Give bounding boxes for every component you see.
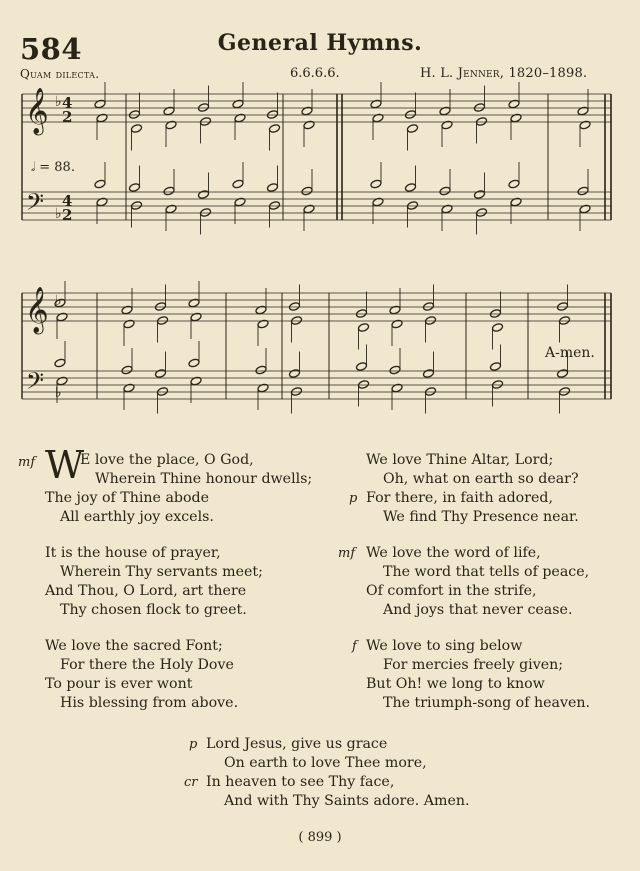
note-head (391, 319, 403, 329)
note-head (491, 323, 503, 333)
note-head (257, 383, 269, 393)
verse-line: The triumph-song of heaven. (383, 695, 591, 711)
note-head (130, 124, 142, 134)
note-head (288, 369, 300, 379)
note-head (257, 319, 269, 329)
note-head (165, 204, 177, 214)
note-head (154, 302, 166, 312)
verse-line: On earth to love Thee more, (224, 755, 427, 771)
note-head (424, 316, 436, 326)
note-head (558, 316, 570, 326)
flat-sign: ♭ (55, 385, 62, 401)
note-head (288, 302, 300, 312)
note-head (510, 113, 522, 123)
note-head (579, 204, 591, 214)
flat-sign: ♭ (55, 206, 62, 222)
note-head (197, 190, 209, 200)
time-signature: 2 (62, 108, 73, 126)
amen-label: A-men. (545, 345, 595, 361)
note-head (56, 376, 68, 386)
dynamic-mark: p (189, 737, 198, 752)
time-signature: 4 (62, 94, 73, 112)
dynamic-mark: mf (18, 455, 36, 470)
dynamic-mark: f (352, 639, 357, 654)
verse-line: Of comfort in the strife, (366, 583, 537, 599)
note-head (441, 120, 453, 130)
verse-line: We love Thine Altar, Lord; (366, 452, 554, 468)
note-head (290, 387, 302, 397)
tempo-marking: 𝅗𝅥 = 88. (31, 160, 75, 175)
page-number: ( 899 ) (298, 830, 342, 845)
note-head (128, 183, 140, 193)
bass-clef: 𝄢 (26, 188, 45, 221)
note-head (303, 120, 315, 130)
verse-line: But Oh! we long to know (366, 676, 545, 692)
note-head (234, 113, 246, 123)
verse-line: E love the place, O God, (80, 452, 254, 468)
note-head (372, 197, 384, 207)
flat-sign: ♭ (55, 94, 62, 110)
note-head (579, 120, 591, 130)
verse-line: Thy chosen flock to greet. (60, 602, 247, 618)
note-head (54, 358, 66, 368)
dynamic-mark: cr (184, 775, 198, 790)
verse-line: And Thou, O Lord, art there (45, 583, 247, 599)
note-head (130, 201, 142, 211)
verse-line: For mercies freely given; (383, 657, 564, 673)
verse-line: Wherein Thine honour dwells; (95, 471, 313, 487)
meter: 6.6.6.6. (290, 66, 340, 81)
note-head (556, 302, 568, 312)
note-head (156, 316, 168, 326)
verse-line: Wherein Thy servants meet; (60, 564, 263, 580)
verse-line: We find Thy Presence near. (383, 509, 579, 525)
note-head (389, 305, 401, 315)
hymn-number: 584 (20, 32, 83, 66)
note-head (558, 387, 570, 397)
note-head (441, 204, 453, 214)
note-head (406, 201, 418, 211)
note-head (404, 183, 416, 193)
tune-name: Quam dilecta. (20, 67, 100, 81)
note-head (56, 312, 68, 322)
note-head (422, 369, 434, 379)
note-head (439, 106, 451, 116)
note-head (357, 380, 369, 390)
note-head (303, 204, 315, 214)
drop-cap: W (45, 443, 85, 487)
note-head (190, 376, 202, 386)
note-head (197, 103, 209, 113)
note-head (473, 103, 485, 113)
note-head (577, 186, 589, 196)
note-head (556, 369, 568, 379)
verse-line: Oh, what on earth so dear? (383, 471, 579, 487)
verse-line: His blessing from above. (60, 695, 239, 711)
note-head (199, 117, 211, 127)
note-head (370, 99, 382, 109)
note-head (96, 197, 108, 207)
verse-line: And joys that never cease. (383, 602, 573, 618)
note-head (475, 117, 487, 127)
verse-line: Lord Jesus, give us grace (206, 736, 388, 752)
verse-line: It is the house of prayer, (45, 545, 221, 561)
note-head (94, 99, 106, 109)
time-signature: 4 (62, 192, 73, 210)
note-head (199, 208, 211, 218)
note-head (268, 124, 280, 134)
note-head (424, 387, 436, 397)
note-head (473, 190, 485, 200)
note-head (439, 186, 451, 196)
note-head (190, 312, 202, 322)
verse-line: The joy of Thine abode (45, 490, 210, 506)
note-head (121, 305, 133, 315)
music-score (0, 0, 640, 430)
note-head (234, 197, 246, 207)
verse-line: For there the Holy Dove (60, 657, 234, 673)
verse-line: And with Thy Saints adore. Amen. (224, 793, 470, 809)
note-head (96, 113, 108, 123)
note-head (232, 179, 244, 189)
note-head (355, 362, 367, 372)
verse-line: To pour is ever wont (45, 676, 193, 692)
note-head (372, 113, 384, 123)
bass-clef: 𝄢 (26, 367, 45, 400)
dynamic-mark: mf (338, 546, 356, 561)
note-head (163, 186, 175, 196)
note-head (406, 124, 418, 134)
note-head (489, 362, 501, 372)
note-head (154, 369, 166, 379)
verse-line: For there, in faith adored, (366, 490, 553, 506)
note-head (121, 365, 133, 375)
note-head (355, 309, 367, 319)
time-signature: 2 (62, 206, 73, 224)
verse-line: We love to sing below (366, 638, 523, 654)
note-head (404, 110, 416, 120)
note-head (266, 183, 278, 193)
verse-line: We love the word of life, (366, 545, 541, 561)
verse-line: In heaven to see Thy face, (206, 774, 395, 790)
treble-clef: 𝄞 (25, 287, 49, 333)
note-head (163, 106, 175, 116)
note-head (290, 316, 302, 326)
note-head (475, 208, 487, 218)
note-head (123, 383, 135, 393)
note-head (510, 197, 522, 207)
note-head (301, 106, 313, 116)
note-head (508, 179, 520, 189)
note-head (255, 305, 267, 315)
note-head (123, 319, 135, 329)
note-head (489, 309, 501, 319)
note-head (508, 99, 520, 109)
verse-line: All earthly joy excels. (60, 509, 214, 525)
note-head (232, 99, 244, 109)
composer: H. L. Jenner, 1820–1898. (420, 66, 588, 81)
note-head (94, 179, 106, 189)
flat-sign: ♭ (55, 293, 62, 309)
note-head (391, 383, 403, 393)
note-head (491, 380, 503, 390)
note-head (165, 120, 177, 130)
dynamic-mark: p (349, 491, 358, 506)
note-head (268, 201, 280, 211)
note-head (156, 387, 168, 397)
note-head (188, 298, 200, 308)
verse-line: We love the sacred Font; (45, 638, 223, 654)
verse-line: The word that tells of peace, (383, 564, 590, 580)
section-title: General Hymns. (217, 30, 423, 56)
note-head (128, 110, 140, 120)
note-head (255, 365, 267, 375)
treble-clef: 𝄞 (25, 88, 49, 134)
note-head (188, 358, 200, 368)
note-head (389, 365, 401, 375)
note-head (357, 323, 369, 333)
note-head (266, 110, 278, 120)
note-head (422, 302, 434, 312)
note-head (577, 106, 589, 116)
note-head (370, 179, 382, 189)
note-head (301, 186, 313, 196)
